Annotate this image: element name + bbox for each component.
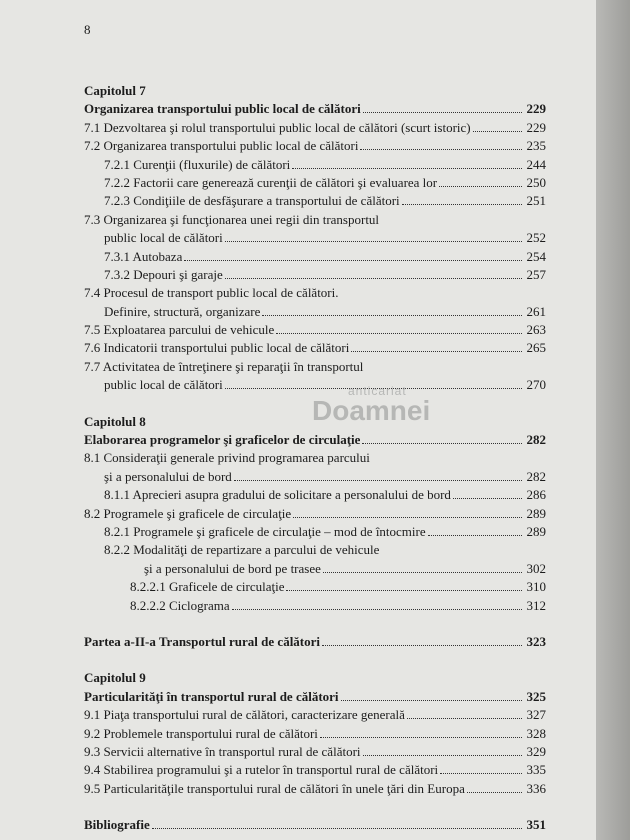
section-gap: [84, 798, 546, 816]
entry-page-number: 250: [526, 174, 546, 190]
entry-title: 9.1 Piaţa transportului rural de călători, caracterizare generală: [84, 707, 405, 723]
entry-title: 7.2.1 Curenţii (fluxurile) de călători: [104, 156, 291, 172]
entry-title: 8.2.2.1 Graficele de circulaţie: [130, 579, 285, 595]
entry-title: 7.6 Indicatorii transportului public local de călători: [84, 340, 350, 356]
entry-title: public local de călători: [104, 230, 223, 246]
toc-entry: [84, 229, 546, 247]
watermark-top-text: anticariat: [348, 384, 407, 398]
dot-leader: [323, 572, 522, 573]
dot-leader: [262, 315, 522, 316]
entry-page-number: 323: [526, 633, 546, 649]
dot-leader: [363, 755, 522, 756]
entry-page-number: 289: [526, 505, 546, 521]
dot-leader: [351, 351, 522, 352]
entry-title: 7.5 Exploatarea parcului de vehicule: [84, 322, 275, 338]
entry-page-number: 257: [526, 266, 546, 282]
entry-title: şi a personalului de bord: [104, 468, 232, 484]
entry-title: Definire, structură, organizare: [104, 303, 261, 319]
entry-page-number: 302: [526, 560, 546, 576]
entry-page-number: 235: [526, 138, 546, 154]
toc-entry: [84, 560, 546, 578]
entry-title: 7.2.3 Condiţiile de desfăşurare a transportului de călători: [104, 193, 400, 209]
toc-entry: [84, 266, 546, 284]
entry-title: şi a personalului de bord pe trasee: [144, 560, 321, 576]
entry-title: 7.3.2 Depouri şi garaje: [104, 266, 223, 282]
section-gap: [84, 64, 546, 82]
chapter-heading: Capitolul 9: [84, 670, 146, 686]
entry-page-number: 310: [526, 579, 546, 595]
dot-leader: [286, 590, 522, 591]
toc-entry: [84, 486, 546, 504]
entry-page-number: 289: [526, 523, 546, 539]
entry-page-number: 328: [526, 725, 546, 741]
page-edge: [596, 0, 630, 840]
watermark: [312, 384, 430, 424]
dot-leader: [363, 112, 522, 113]
entry-page-number: 229: [526, 101, 546, 117]
chapter-heading: Capitolul 8: [84, 413, 146, 429]
dot-leader: [428, 535, 522, 536]
dot-leader: [467, 792, 522, 793]
toc-line: 8.2.2 Modalităţi de repartizare a parcului de vehicule: [104, 542, 380, 558]
entry-page-number: 312: [526, 597, 546, 613]
entry-title: 8.2.2.2 Ciclograma: [130, 597, 230, 613]
section-gap: [84, 651, 546, 669]
entry-page-number: 282: [526, 432, 546, 448]
dot-leader: [232, 609, 522, 610]
dot-leader: [402, 204, 522, 205]
table-of-contents: [84, 64, 546, 834]
toc-line: 7.4 Procesul de transport public local de călători.: [84, 285, 339, 301]
entry-page-number: 252: [526, 230, 546, 246]
toc-entry: [84, 761, 546, 779]
entry-title: 8.2 Programele şi graficele de circulaţie: [84, 505, 292, 521]
entry-title: 7.3.1 Autobaza: [104, 248, 183, 264]
entry-title: Particularităţi în transportul rural de călători: [84, 688, 339, 704]
entry-title: public local de călători: [104, 377, 223, 393]
dot-leader: [341, 700, 522, 701]
entry-title: 9.5 Particularităţile transportului rural de călători în unele ţări din Europa: [84, 780, 465, 796]
entry-page-number: 351: [526, 817, 546, 833]
dot-leader: [320, 737, 522, 738]
toc-line: 7.3 Organizarea şi funcţionarea unei regii din transportul: [84, 211, 380, 227]
toc-entry: [84, 137, 546, 155]
entry-page-number: 261: [526, 303, 546, 319]
toc-entry: [84, 597, 546, 615]
entry-page-number: 251: [526, 193, 546, 209]
toc-entry: [84, 780, 546, 798]
entry-page-number: 282: [526, 468, 546, 484]
section-gap: [84, 615, 546, 633]
toc-heading-entry: [84, 816, 546, 834]
entry-title: 7.1 Dezvoltarea şi rolul transportului public local de călători (scurt istoric): [84, 119, 471, 135]
watermark-main-text: Doamnei: [312, 395, 431, 426]
entry-page-number: 244: [526, 156, 546, 172]
toc-entry: [84, 119, 546, 137]
dot-leader: [225, 278, 522, 279]
entry-title: 7.2 Organizarea transportului public local de călători: [84, 138, 359, 154]
dot-leader: [439, 186, 522, 187]
toc-entry: [84, 192, 546, 210]
dot-leader: [440, 773, 522, 774]
entry-page-number: 270: [526, 377, 546, 393]
entry-page-number: 335: [526, 762, 546, 778]
dot-leader: [292, 168, 522, 169]
toc-entry: [84, 706, 546, 724]
dot-leader: [360, 149, 522, 150]
dot-leader: [293, 517, 522, 518]
entry-page-number: 254: [526, 248, 546, 264]
entry-page-number: 286: [526, 487, 546, 503]
dot-leader: [276, 333, 522, 334]
toc-entry: [84, 156, 546, 174]
entry-page-number: 325: [526, 688, 546, 704]
dot-leader: [453, 498, 522, 499]
entry-page-number: 265: [526, 340, 546, 356]
entry-page-number: 327: [526, 707, 546, 723]
toc-entry: [84, 523, 546, 541]
dot-leader: [362, 443, 522, 444]
toc-entry: [84, 321, 546, 339]
dot-leader: [152, 828, 522, 829]
toc-entry: [84, 248, 546, 266]
entry-title: 8.2.1 Programele şi graficele de circulaţie – mod de întocmire: [104, 523, 426, 539]
toc-heading-entry: [84, 431, 546, 449]
toc-entry: [84, 339, 546, 357]
entry-title: 9.2 Problemele transportului rural de călători: [84, 725, 318, 741]
toc-line: 7.7 Activitatea de întreţinere şi reparaţii în transportul: [84, 358, 364, 374]
page-number: 8: [84, 22, 91, 37]
dot-leader: [225, 241, 522, 242]
dot-leader: [322, 645, 522, 646]
toc-entry: [84, 743, 546, 761]
dot-leader: [407, 718, 522, 719]
toc-entry: [84, 578, 546, 596]
dot-leader: [473, 131, 522, 132]
toc-entry: [84, 303, 546, 321]
toc-entry: [84, 174, 546, 192]
entry-page-number: 336: [526, 780, 546, 796]
toc-entry: [84, 725, 546, 743]
dot-leader: [234, 480, 522, 481]
entry-title: Organizarea transportului public local de călători: [84, 101, 361, 117]
entry-title: Bibliografie: [84, 817, 150, 833]
entry-title: 9.3 Servicii alternative în transportul rural de călători: [84, 743, 361, 759]
entry-title: Partea a-II-a Transportul rural de călători: [84, 633, 321, 649]
toc-heading-entry: [84, 633, 546, 651]
toc-entry: [84, 468, 546, 486]
toc-line: 8.1 Consideraţii generale privind programarea parcului: [84, 450, 370, 466]
entry-page-number: 329: [526, 743, 546, 759]
entry-page-number: 263: [526, 322, 546, 338]
entry-title: 8.1.1 Aprecieri asupra gradului de solicitare a personalului de bord: [104, 487, 451, 503]
dot-leader: [184, 260, 522, 261]
toc-heading-entry: [84, 100, 546, 118]
toc-entry: [84, 505, 546, 523]
entry-title: 9.4 Stabilirea programului şi a rutelor în transportul rural de călători: [84, 762, 439, 778]
entry-page-number: 229: [526, 119, 546, 135]
entry-title: 7.2.2 Factorii care generează curenţii de călători şi evaluarea lor: [104, 174, 438, 190]
toc-heading-entry: [84, 688, 546, 706]
chapter-heading: Capitolul 7: [84, 83, 146, 98]
entry-title: Elaborarea programelor şi graficelor de circulaţie: [84, 432, 361, 448]
